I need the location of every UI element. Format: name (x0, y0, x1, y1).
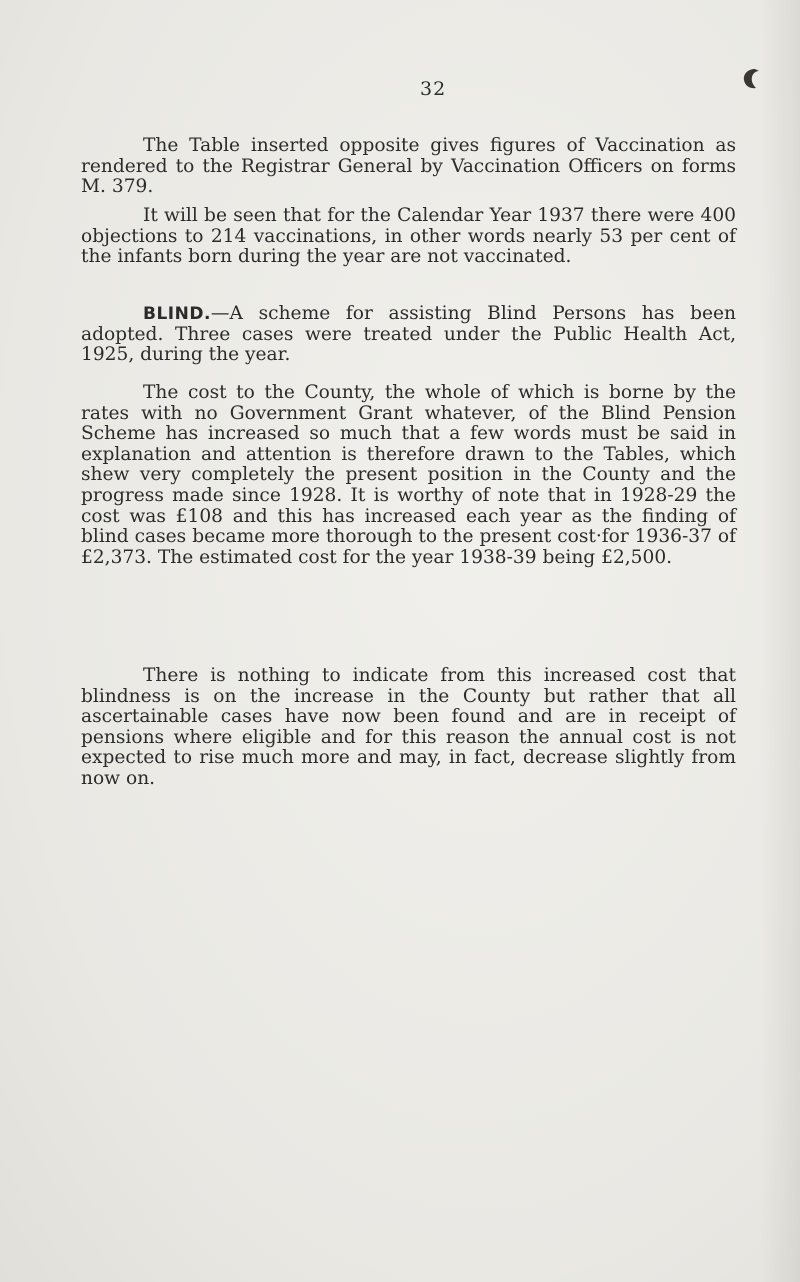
ink-mark-icon (740, 66, 762, 92)
paragraph-vaccination-table: The Table inserted opposite gives figures of Vaccination as rendered to the Registrar General by Vaccination Officers on forms M. 379. (81, 135, 736, 198)
paragraph-vaccination-objections: It will be seen that for the Calendar Year 1937 there were 400 objections to 214 vaccinations, in other words nearly 53 per cent of the infants born during the year are not vaccinated. (81, 205, 736, 268)
page-edge-shadow (760, 0, 800, 1282)
paragraph-blind (81, 304, 736, 366)
paragraph-blind-body: —A scheme for assisting Blind Persons has been adopted. Three cases were treated under the Public Health Act, 1925, during the year. (81, 303, 736, 366)
paragraph-blind-pension-cost: The cost to the County, the whole of which is borne by the rates with no Government Grant whatever, of the Blind Pension Scheme has increased so much that a few words must be said in explanation and attention is therefore drawn to the Tables, which shew very completely the present position in the County and the progress made since 1928. It is worthy of note that in 1928-29 the cost was £108 and this has increased each year as the finding of blind cases became more thorough to the present cost·for 1936-37 of £2,373. The estimated cost for the year 1938-39 being £2,500. (81, 382, 736, 568)
section-heading-blind: BLIND. (143, 304, 211, 324)
paragraph-blindness-outlook: There is nothing to indicate from this increased cost that blindness is on the increase in the County but rather that all ascertainable cases have now been found and are in receipt of pensions where eligible and for this reason the annual cost is not expected to rise much more and may, in fact, decrease slightly from now on. (81, 665, 736, 789)
page-number: 32 (420, 78, 447, 100)
